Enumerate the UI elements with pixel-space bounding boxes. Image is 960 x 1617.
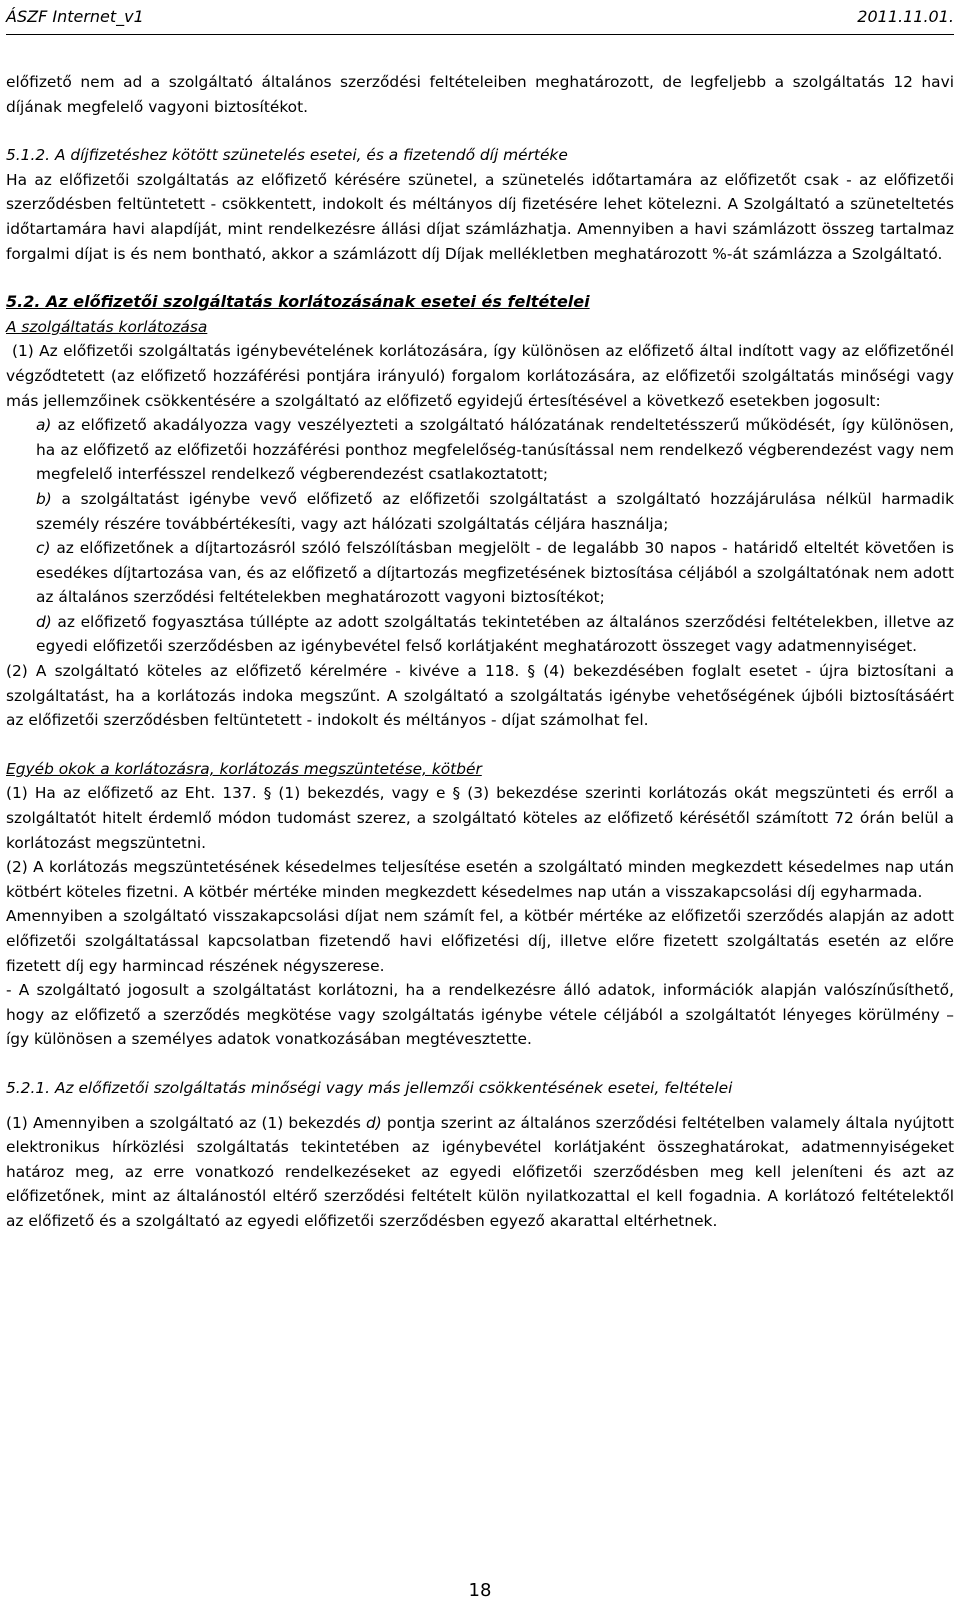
subheading-egyeb-okok: Egyéb okok a korlátozásra, korlátozás megszüntetése, kötbér (6, 759, 482, 778)
list-item-a (6, 413, 954, 487)
header-date: 2011.11.01. (857, 7, 954, 26)
list-text-a: az előfizető akadályozza vagy veszélyezteti a szolgáltató hálózatának rendeltetésszerű működését, így különösen, ha az előfizető az előfizetői hozzáférési ponthoz megfelelőség-tanúsítással nem rendelkező végberendezést vagy nem megfelelő interfésszel rendelkező végberendezést csatlakoztatott; (36, 416, 954, 484)
paragraph-2: (2) A szolgáltató köteles az előfizető kérelmére - kivéve a 118. § (4) bekezdésében foglalt esetet - újra biztosítani a szolgáltatást, ha a korlátozás indoka megszűnt. A szolgáltató a szolgáltatás igénybe vehetőségének újbóli biztosításáért az előfizetői szerződésben feltüntetett - indokolt és méltányos - díjat számolhat fel. (6, 662, 954, 730)
section-heading-5-1-2: 5.1.2. A díjfizetéshez kötött szünetelés esetei, és a fizetendő díj mértéke (6, 146, 568, 165)
paragraph-5-2-1-part-b: pontja szerint az általános szerződési feltételben valamely általa nyújtott elektronikus hírközlési szolgáltatás tekintetében az igénybevétel korlátjaként összeghatárokat, adatmennyiségeket határoz meg, az erre vonatkozó rendelkezéseket az egyedi előfizetői szerződésben meg kell jeleníteni és azt az előfizetőnek, mint az általánostól eltérő szerződési feltételt külön nyilatkozattal el kell fogadnia. A korlátozó feltételektől az előfizető és a szolgáltató az egyedi előfizetői szerződésben egyező akarattal eltérhetnek. (6, 1113, 954, 1230)
section-heading-5-2-1: 5.2.1. Az előfizetői szolgáltatás minőségi vagy más jellemzői csökkentésének esetei, feltételei (6, 1078, 733, 1097)
list-label-a: a) (36, 416, 52, 435)
page-number: 18 (468, 1580, 492, 1601)
list-item-d (6, 610, 954, 659)
subheading-korlatozas: A szolgáltatás korlátozása (6, 317, 208, 336)
header-doc-title: ÁSZF Internet_v1 (6, 7, 144, 26)
paragraph-egyeb-3: Amennyiben a szolgáltató visszakapcsolási díjat nem számít fel, a kötbér mértéke az előfizetői szerződés alapján az adott előfizetői szolgáltatással kapcsolatban fizetendő havi előfizetési díj, illetve előre fizetett szolgáltatás esetén az előre fizetett díj egy harmincad részének négyszerese. (6, 907, 954, 975)
list-label-d: d) (36, 612, 52, 631)
list-text-c: az előfizetőnek a díjtartozásról szóló felszólításban megjelölt - de legalább 30 napos - határidő elteltét követően is esedékes díjtartozása van, és az előfizető a díjtartozás megfizetésének biztosítása céljából a szolgáltatónak nem adott az általános szerződési feltételekben meghatározott vagyoni biztosítékot; (36, 539, 954, 607)
page-header (6, 6, 954, 35)
list-item-b (6, 487, 954, 536)
list-label-b: b) (36, 489, 52, 508)
paragraph-egyeb-4: - A szolgáltató jogosult a szolgáltatást korlátozni, ha a rendelkezésre álló adatok, információk alapján valószínűsíthető, hogy az előfizető a szerződés megkötése vagy szolgáltatás igénybe vétele céljából a szolgáltatót lényeges körülmény – így különösen a személyes adatok vonatkozásában megtévesztette. (6, 981, 954, 1049)
paragraph-egyeb-1: (1) Ha az előfizető az Eht. 137. § (1) bekezdés, vagy e § (3) bekezdése szerinti korlátozás okát megszünteti és erről a szolgáltatót hitelt érdemlő módon tudomást szerez, a szolgáltató köteles az előfizető kérésétől számított 72 órán belül a korlátozást megszüntetni. (6, 784, 954, 852)
paragraph-5-1-2: Ha az előfizetői szolgáltatás az előfizető kérésére szünetel, a szünetelés időtartamára az előfizetőt csak - az előfizetői szerződésben feltüntetett - csökkentett, indokolt és méltányos díj fizetésére lehet kötelezni. A Szolgáltató a szüneteltetés időtartamára havi alapdíját, mint rendelkezésre állási díjat számlázhatja. Amennyiben a havi számlázott összeg tartalmaz forgalmi díjat is és nem bontható, akkor a számlázott díj Díjak mellékletben meghatározott %-át számlázza a Szolgáltató. (6, 170, 954, 263)
paragraph-1: (1) Az előfizetői szolgáltatás igénybevételének korlátozására, így különösen az előfizető által indított vagy az előfizetőnél végződtetett (az előfizető hozzáférési pontjára irányuló) forgalom korlátozására, az előfizetői szolgáltatás minőségi vagy más jellemzőinek csökkentésére a szolgáltató az előfizető egyidejű értesítésével a következő esetekben jogosult: (6, 342, 954, 410)
document-body (6, 70, 954, 1234)
list-label-c: c) (36, 539, 51, 558)
paragraph-5-2-1-ref-d: d) (365, 1113, 382, 1132)
list-text-b: a szolgáltatást igénybe vevő előfizető az előfizetői szolgáltatást a szolgáltató hozzájárulása nélkül harmadik személy részére továbbértékesíti, vagy azt hálózati szolgáltatás céljára használja; (36, 489, 954, 533)
section-heading-5-2: 5.2. Az előfizetői szolgáltatás korlátozásának esetei és feltételei (6, 292, 590, 312)
paragraph-5-2-1 (6, 1111, 954, 1234)
paragraph-egyeb-2: (2) A korlátozás megszüntetésének késedelmes teljesítése esetén a szolgáltató minden megkezdett késedelmes nap után kötbért köteles fizetni. A kötbér mértéke minden megkezdett késedelmes nap után a visszakapcsolási díj egyharmada. (6, 858, 954, 901)
list-text-d: az előfizető fogyasztása túllépte az adott szolgáltatás tekintetében az általános szerződési feltételekben, illetve az egyedi előfizetői szerződésben az igénybevétel felső korlátjaként meghatározott összeget vagy adatmennyiséget. (36, 612, 954, 656)
paragraph-5-2-1-part-a: (1) Amennyiben a szolgáltató az (1) bekezdés (6, 1113, 366, 1132)
list-item-c (6, 536, 954, 610)
paragraph-intro: előfizető nem ad a szolgáltató általános szerződési feltételeiben meghatározott, de legfeljebb a szolgáltatás 12 havi díjának megfelelő vagyoni biztosítékot. (6, 73, 954, 116)
